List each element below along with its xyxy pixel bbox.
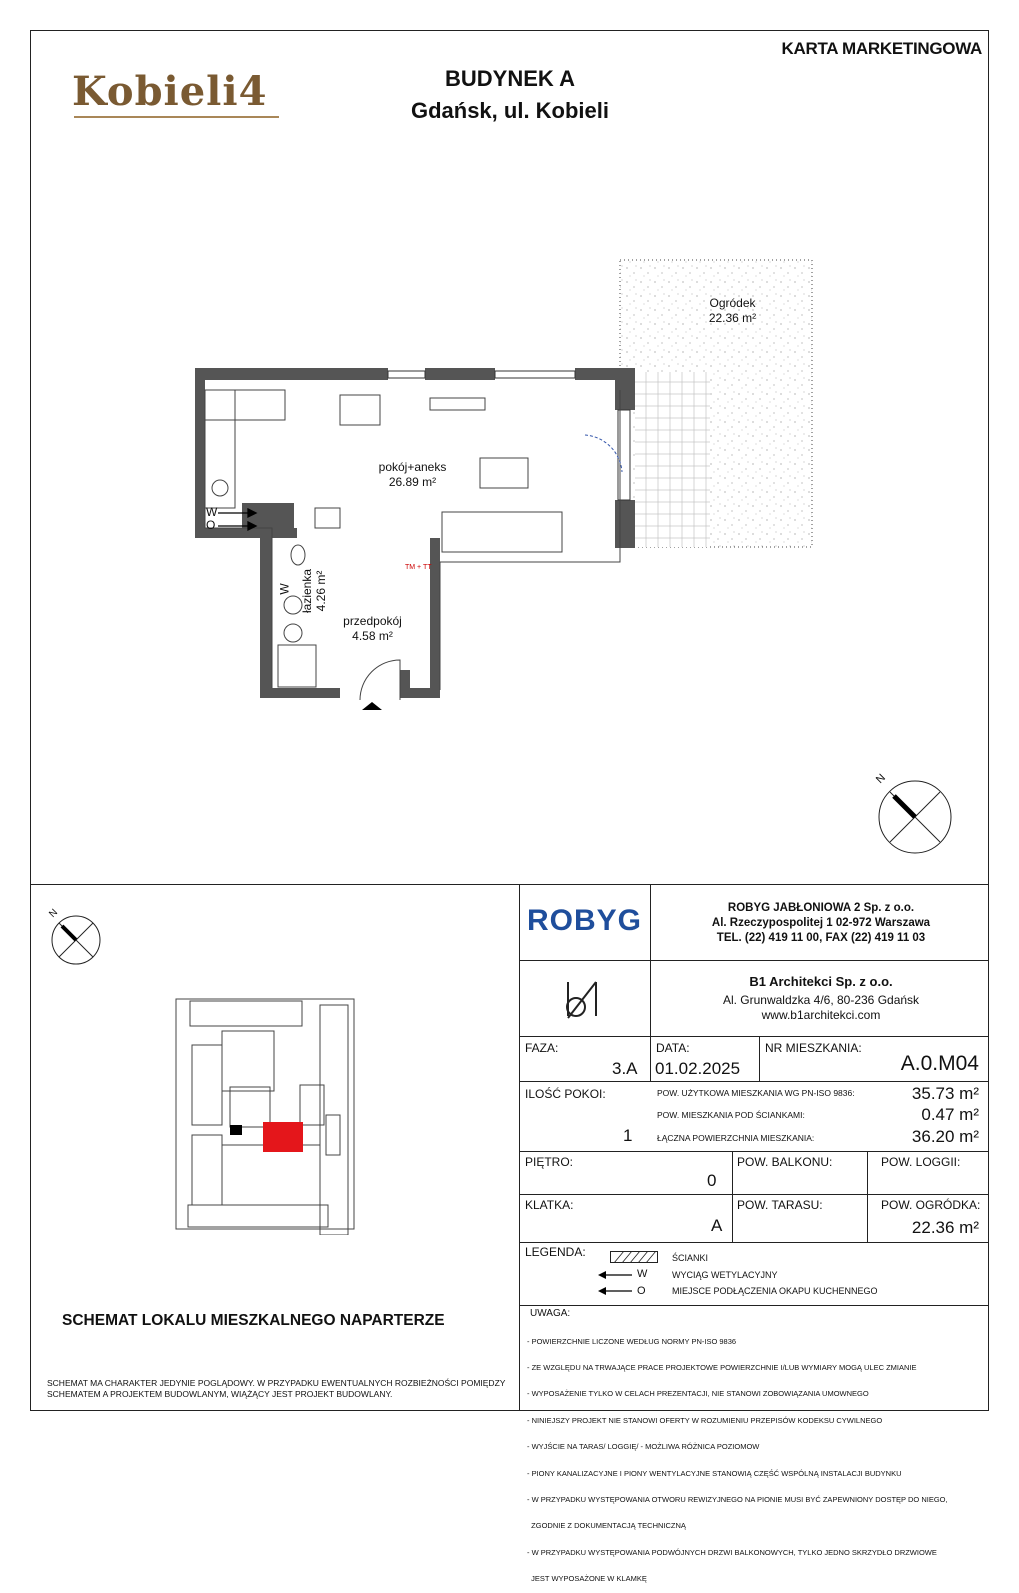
pietro-label: PIĘTRO: — [525, 1155, 574, 1169]
note-line: - ZE WZGLĘDU NA TRWAJĄCE PRACE PROJEKTOWE POWIERZCHNIE I/LUB WYMIARY MOGĄ ULEC ZMIANIE — [527, 1362, 917, 1372]
note-line: - WYJŚCIE NA TARAS/ LOGGIĘ/ - MOŻLIWA RÓŻNICA POZIOMOW — [527, 1442, 760, 1452]
notes-title: UWAGA: — [530, 1308, 571, 1319]
legend-item-vent: WYCIĄG WETYLACYJNY — [672, 1270, 778, 1280]
pokoje-value: 1 — [623, 1126, 633, 1145]
legend-w-arrow-icon — [598, 1270, 634, 1280]
ogrodek-value: 22.36 m² — [911, 1218, 979, 1237]
klatka-value: A — [711, 1216, 723, 1235]
pow-laczna-label: ŁĄCZNA POWIERZCHNIA MIESZKANIA: — [657, 1133, 815, 1143]
pow-laczna-value: 36.20 m² — [911, 1127, 979, 1146]
legend-o-symbol: O — [637, 1285, 646, 1297]
room-label-garden: Ogródek 22.36 m² — [708, 296, 757, 325]
note-line: - WYPOSAŻENIE TYLKO W CELACH PREZENTACJI, NIE STANOWI ZOBOWIĄZANIA UMOWNEGO — [527, 1389, 869, 1399]
tm-label: TM + TT — [405, 564, 432, 571]
legend-wall-symbol — [610, 1251, 658, 1263]
note-line: - POWIERZCHNIE LICZONE WEDŁUG NORMY PN-ISO 9836 — [527, 1336, 737, 1346]
robyg-logo: ROBYG — [527, 904, 643, 937]
room-label-living: pokój+aneks 26.89 m² — [378, 460, 447, 489]
legend-title: LEGENDA: — [525, 1245, 586, 1259]
room-label-bathroom: łazienka 4.26 m² — [300, 568, 328, 614]
schema-disclaimer: SCHEMAT MA CHARAKTER JEDYNIE POGLĄDOWY. W PRZYPADKU EWENTUALNYCH ROZBIEŻNOŚCI POMIĘDZY SCHEMATEM A PROJEKTEM BUDOWLANYM, WIĄŻĄCY JEST PROJEKT BUDOWLANY. — [47, 1378, 506, 1399]
faza-value: 3.A — [612, 1059, 638, 1078]
nr-value: A.0.M04 — [900, 1052, 979, 1075]
notes-list — [527, 1320, 982, 1593]
nr-label: NR MIESZKANIA: — [765, 1041, 862, 1055]
note-line: - PIONY KANALIZACYJNE I PIONY WENTYLACYJNE STANOWIĄ CZĘŚĆ WSPÓLNĄ INSTALACJI BUDYNKU — [527, 1468, 902, 1478]
schema-title: SCHEMAT LOKALU MIESZKALNEGO NAPARTERZE — [62, 1312, 445, 1329]
legend-item-hood: MIEJSCE PODŁĄCZENIA OKAPU KUCHENNEGO — [672, 1286, 878, 1296]
legend-w-symbol: W — [637, 1268, 648, 1280]
location-title: Gdańsk, ul. Kobieli — [410, 98, 610, 123]
ogrodek-label: POW. OGRÓDKA: — [881, 1198, 981, 1212]
entry-marker — [362, 702, 382, 710]
card-title: KARTA MARKETINGOWA — [781, 39, 982, 58]
balkon-label: POW. BALKONU: — [737, 1155, 833, 1169]
pokoje-label: ILOŚĆ POKOI: — [525, 1087, 606, 1101]
note-line: - W PRZYPADKU WYSTĘPOWANIA PODWÓJNYCH DRZWI BALKONOWYCH, TYLKO JEDNO SKRZYDŁO DRZWIOWE — [527, 1547, 937, 1557]
pow-uzytkowa-label: POW. UŻYTKOWA MIESZKANIA WG PN-ISO 9836: — [657, 1088, 855, 1098]
kobieli-logo — [72, 68, 287, 124]
pietro-value: 0 — [707, 1171, 717, 1190]
building-title: BUDYNEK A — [445, 66, 575, 91]
vent-w-label: W — [206, 505, 218, 519]
note-line: - W PRZYPADKU WYSTĘPOWANIA OTWORU REWIZYJNEGO NA PIONIE MUSI BYĆ ZAPEWNIONY DOSTĘP DO NIEGO, — [527, 1494, 948, 1504]
compass-letter: N — [873, 771, 889, 787]
b1-architects-logo — [560, 976, 610, 1021]
architect-info: B1 Architekci Sp. z o.o. Al. Grunwaldzka 4/6, 80-236 Gdańsk www.b1architekci.com — [722, 974, 920, 1022]
developer-info: ROBYG JABŁONIOWA 2 Sp. z o.o. Al. Rzeczypospolitej 1 02-972 Warszawa TEL. (22) 419 11 00, FAX (22) 419 11 03 — [711, 902, 931, 944]
taras-label: POW. TARASU: — [737, 1198, 823, 1212]
bath-w-label: W — [277, 583, 292, 595]
legend-o-arrow-icon — [598, 1286, 634, 1296]
highlighted-apartment — [263, 1122, 303, 1152]
data-value: 01.02.2025 — [655, 1059, 741, 1078]
terrace-tiles — [635, 372, 710, 547]
note-line: JEST WYPOSAŻONE W KLAMKĘ — [527, 1574, 647, 1584]
pow-scianki-label: POW. MIESZKANIA POD ŚCIANKAMI: — [657, 1110, 805, 1120]
small-compass-letter: N — [47, 907, 61, 920]
legend-item-walls: ŚCIANKI — [672, 1253, 709, 1263]
room-label-hall: przedpokój 4.58 m² — [343, 614, 402, 643]
loggia-label: POW. LOGGII: — [881, 1155, 961, 1169]
vent-o-label: O — [206, 518, 216, 532]
klatka-label: KLATKA: — [525, 1198, 574, 1212]
note-line: - NINIEJSZY PROJEKT NIE STANOWI OFERTY W ROZUMIENIU PRZEPISÓW KODEKSU CYWILNEGO — [527, 1415, 883, 1425]
pow-uzytkowa-value: 35.73 m² — [911, 1084, 979, 1103]
data-label: DATA: — [656, 1041, 690, 1055]
faza-label: FAZA: — [525, 1041, 559, 1055]
site-schema — [170, 995, 360, 1235]
pow-scianki-value: 0.47 m² — [921, 1105, 979, 1124]
note-line: ZGODNIE Z DOKUMENTACJĄ TECHNICZNĄ — [527, 1521, 686, 1531]
logo-underline — [74, 116, 279, 118]
logo-text: Kobieli4 — [72, 68, 268, 115]
compass-icon — [872, 772, 958, 858]
